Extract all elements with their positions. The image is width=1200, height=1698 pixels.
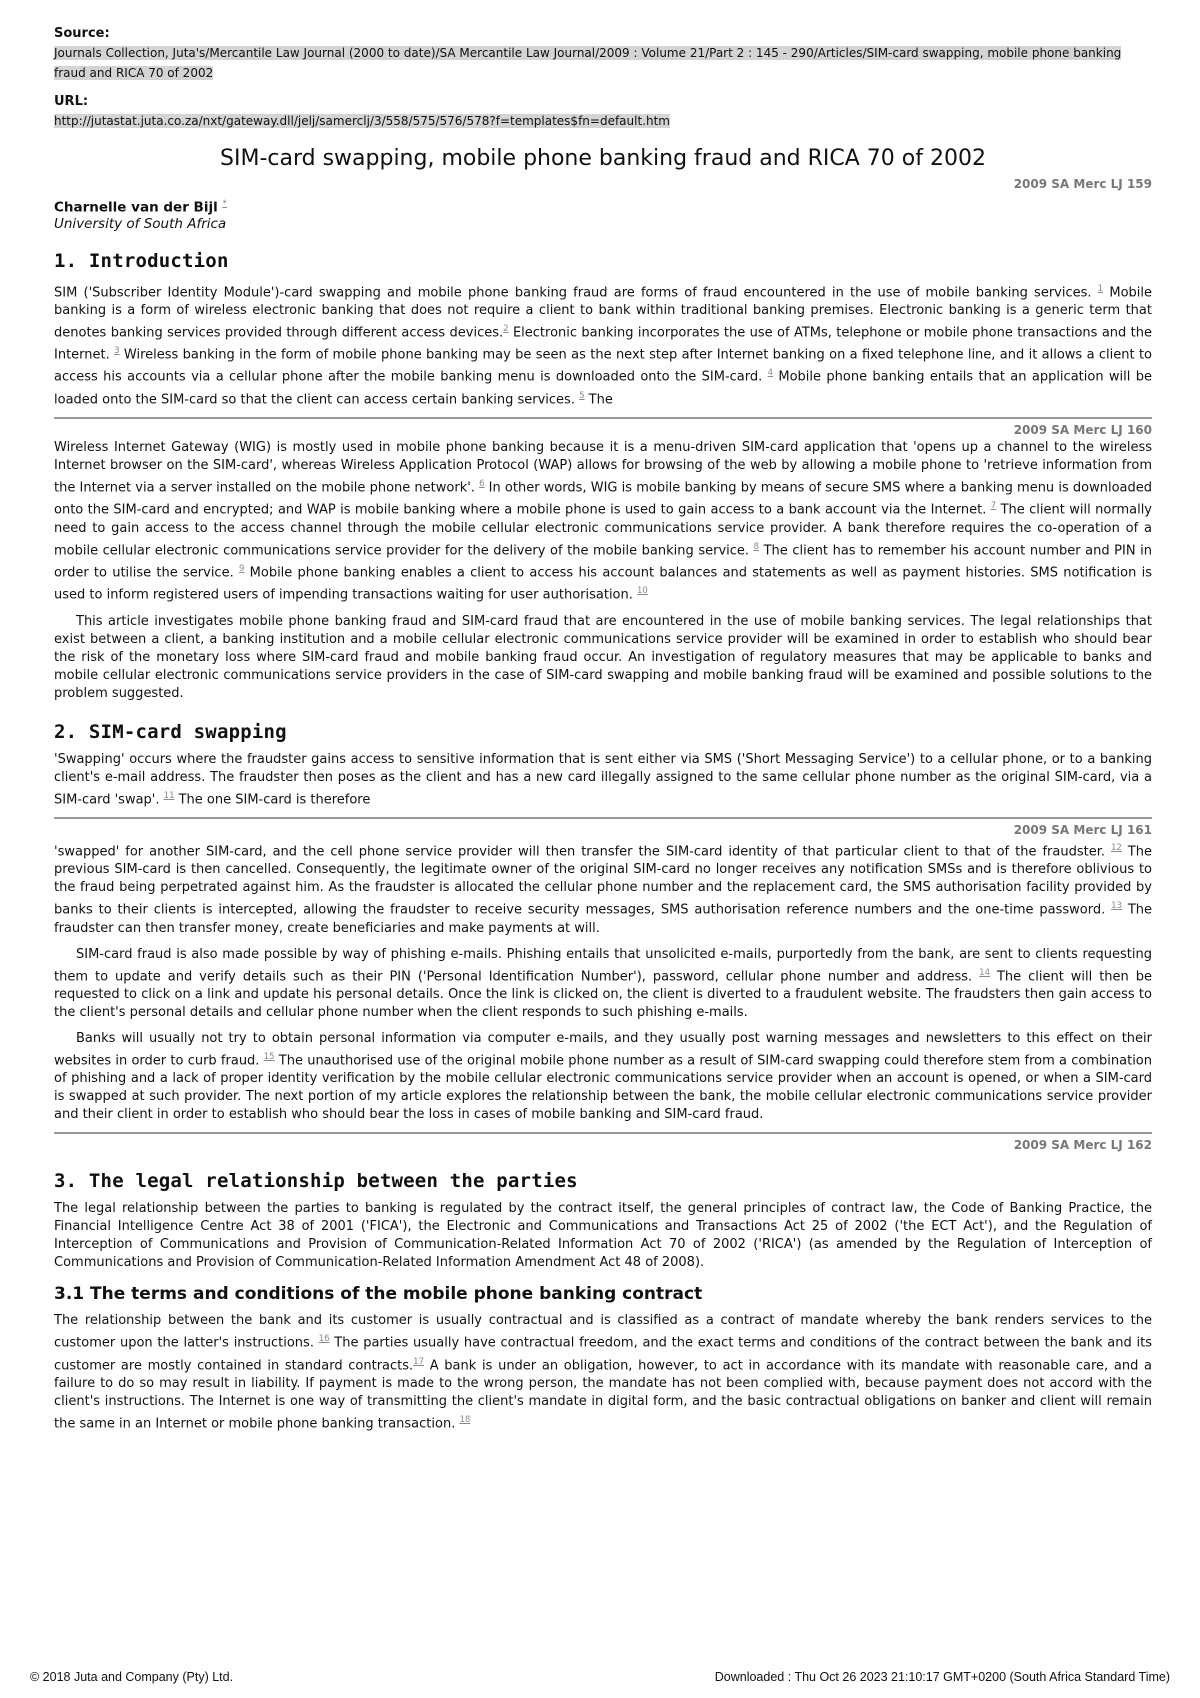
citation-161: 2009 SA Merc LJ 161 — [1013, 823, 1152, 838]
footnote-link[interactable]: 2 — [503, 323, 509, 334]
footnote-link[interactable]: 5 — [579, 390, 585, 401]
download-timestamp: Downloaded : Thu Oct 26 2023 21:10:17 GMT+0200 (South Africa Standard Time) — [714, 1670, 1170, 1684]
source-value[interactable]: Journals Collection, Juta's/Mercantile Law Journal (2000 to date)/SA Mercantile Law Journal/2009 : Volume 21/Part 2 : 145 - 290/Articles/SIM-card swapping, mobile phone banking fraud and RICA 70 of 2002 — [54, 46, 1122, 80]
footnote-link[interactable]: 13 — [1111, 901, 1122, 912]
url-label: URL: — [54, 94, 89, 109]
footnote-link[interactable]: 8 — [753, 541, 760, 552]
footnote-link[interactable]: 4 — [767, 368, 774, 379]
footnote-link[interactable]: 16 — [318, 1334, 330, 1345]
source-label: Source: — [54, 26, 110, 41]
footnote-link[interactable]: 1 — [1097, 283, 1104, 294]
document-page — [54, 26, 1152, 1441]
footnote-link[interactable]: 15 — [263, 1052, 275, 1063]
url-block — [54, 94, 1152, 130]
source-block — [54, 26, 1152, 82]
page-divider — [54, 817, 1152, 819]
article-title: SIM-card swapping, mobile phone banking fraud and RICA 70 of 2002 — [220, 146, 986, 171]
footnote-link[interactable]: 10 — [637, 586, 648, 597]
footnote-link[interactable]: 12 — [1110, 843, 1122, 854]
footnote-link[interactable]: 3 — [114, 346, 120, 357]
paragraph-swapped: 'swapped' for another SIM-card, and the cell phone service provider will then transfer the SIM-card identity of that particular client to that of the fraudster. $^{12}$ The previous SIM-card is then cancelled. Consequently, the legitimate owner of the original SIM-card no longer receives any notification SMSs and is therefore oblivious to the fraud being perpetrated against him. As the fraudster is allocated the cellular phone number and the replacement card, the SMS authorisation facility provided by banks to their clients is intercepted, allowing the fraudster to receive security messages, SMS authorisation reference numbers and the one-time password. $^{13}$ The fraudster can then transfer money, create beneficiaries and make payments at will. — [54, 843, 1153, 936]
author-footnote-link[interactable]: * — [222, 199, 227, 209]
footnote-link[interactable]: 14 — [979, 967, 990, 978]
citation-162: 2009 SA Merc LJ 162 — [1013, 1138, 1152, 1153]
author-affiliation: University of South Africa — [54, 215, 227, 232]
section-heading-introduction: 1. Introduction — [54, 249, 229, 272]
footnote-link[interactable]: 7 — [990, 501, 997, 512]
url-link[interactable]: http://jutastat.juta.co.za/nxt/gateway.dll/jelj/samerclj/3/558/575/576/578?f=templates$fn=default.htm — [54, 114, 670, 128]
paragraph-introduction: SIM ('Subscriber Identity Module')-card swapping and mobile phone banking fraud are forms of fraud encountered in the use of mobile banking services. $^1$ Mobile banking is a form of wireless electronic banking that does not require a client to bank within traditional banking premises. Electronic banking is a generic term that denotes banking services provided through different access devices.$^2$ Electronic banking incorporates the use of ATMs, telephone or mobile phone transactions and the Internet. $^3$ Wireless banking in the form of mobile phone banking may be seen as the next step after Internet banking on a fixed telephone line, and it allows a client to access his accounts via a cellular phone after the mobile banking menu is downloaded onto the SIM-card. $^4$ Mobile phone banking entails that an application will be loaded onto the SIM-card so that the client can access certain banking services. $^5$ The — [54, 283, 1153, 408]
citation-159: 2009 SA Merc LJ 159 — [1013, 177, 1152, 191]
citation-160: 2009 SA Merc LJ 160 — [1013, 423, 1152, 438]
footnote-link[interactable]: 18 — [459, 1415, 471, 1426]
subsection-heading-terms: 3.1 The terms and conditions of the mobile phone banking contract — [54, 1284, 703, 1305]
page-divider — [54, 1132, 1152, 1134]
paragraph-phishing: SIM-card fraud is also made possible by way of phishing e-mails. Phishing entails that unsolicited e-mails, purportedly from the bank, are sent to clients requesting them to update and verify details such as their PIN ('Personal Identification Number'), password, cellular phone number and address. $^{14}$ The client will then be requested to click on a link and update his personal details. Once the link is clicked on, the client is diverted to a fraudulent website. The fraudsters then gain access to the client's personal details and cellular phone number when the client responds to such phishing e-mails. — [54, 946, 1153, 1021]
paragraph-wig: Wireless Internet Gateway (WIG) is mostly used in mobile phone banking because it is a menu-driven SIM-card application that 'opens up a channel to the wireless Internet browser on the SIM-card', whereas Wireless Application Protocol (WAP) allows for browsing of the web by allowing a mobile phone to 'retrieve information from the Internet via a server installed on the mobile phone network'. $^6$ In other words, WIG is mobile banking by means of secure SMS where a banking menu is downloaded onto the SIM-card and encrypted; and WAP is mobile banking where a mobile phone is used to gain access to a bank account via the Internet. $^7$ The client will normally need to gain access to the access channel through the mobile cellular electronic communications service provider. A bank therefore requires the co-operation of a mobile cellular electronic communications service provider for the delivery of the mobile banking service. $^8$ The client has to remember his account number and PIN in order to utilise the service. $^9$ Mobile phone banking enables a client to access his account balances and statements as well as payment histories. SMS notification is used to inform registered users of impending transactions waiting for user authorisation. $^{10}$ — [54, 440, 1153, 603]
page-footer — [30, 1670, 1170, 1684]
author-block — [54, 199, 1152, 216]
section-heading-legal-relationship: 3. The legal relationship between the parties — [54, 1170, 578, 1193]
author-name: Charnelle van der Bijl — [54, 199, 218, 216]
footnote-link[interactable]: 11 — [163, 790, 175, 801]
section-heading-sim-swapping: 2. SIM-card swapping — [54, 720, 287, 743]
copyright-text: © 2018 Juta and Company (Pty) Ltd. — [30, 1670, 234, 1684]
paragraph-swapping: 'Swapping' occurs where the fraudster gains access to sensitive information that is sent either via SMS ('Short Messaging Service') to a cellular phone, or to a banking client's e-mail address. The fraudster then poses as the client and has a new card illegally assigned to the same cellular phone number as the original SIM-card, via a SIM-card 'swap'. $^{11}$ The one SIM-card is therefore — [54, 751, 1152, 808]
page-divider — [54, 417, 1152, 419]
paragraph-banks-warnings: Banks will usually not try to obtain personal information via computer e-mails, and they usually post warning messages and newsletters to this effect on their websites in order to curb fraud. $^{15}$ The unauthorised use of the original mobile phone number as a result of SIM-card swapping could therefore stem from a combination of phishing and a lack of proper identity verification by the mobile cellular electronic communications service provider when an account is opened, or when a SIM-card is swapped at such provider. The next portion of my article explores the relationship between the bank, the mobile cellular electronic communications service provider and their client in order to establish who should bear the loss in cases of mobile banking and SIM-card fraud. — [54, 1031, 1152, 1123]
paragraph-article-scope: This article investigates mobile phone banking fraud and SIM-card fraud that are encountered in the use of mobile banking services. The legal relationships that exist between a client, a banking institution and a mobile cellular electronic communications service provider will be examined in order to establish who should bear the risk of the monetary loss where SIM-card fraud and mobile banking fraud occur. An investigation of regulatory measures that may be applicable to banks and mobile cellular electronic communications service providers in the case of SIM-card swapping and mobile banking fraud will be examined and possible solutions to the problem suggested. — [54, 613, 1152, 701]
paragraph-mandate: The relationship between the bank and its customer is usually contractual and is classified as a contract of mandate whereby the bank renders services to the customer upon the latter's instructions. $^{16}$ The parties usually have contractual freedom, and the exact terms and conditions of the contract between the bank and its customer are mostly contained in standard contracts.$^{17}$ A bank is under an obligation, however, to act in accordance with its mandate with reasonable care, and a failure to do so may result in liability. If payment is made to the wrong person, the mandate has not been complied with, because payment does not accord with the client's instructions. The Internet is one way of transmitting the client's mandate in digital form, and the basic contractual obligations on banker and client will remain the same in an Internet or mobile phone banking transaction. $^{18}$ — [54, 1313, 1152, 1432]
footnote-link[interactable]: 6 — [479, 479, 485, 490]
footnote-link[interactable]: 9 — [238, 564, 245, 575]
footnote-link[interactable]: 17 — [413, 1356, 424, 1367]
paragraph-legal-relationship: The legal relationship between the parties to banking is regulated by the contract itself, the general principles of contract law, the Code of Banking Practice, the Financial Intelligence Centre Act 38 of 2001 ('FICA'), the Electronic and Communications and Transactions Act 25 of 2002 ('the ECT Act'), and the Regulation of Interception of Communications and Provision of Communication-Related Information Act 70 of 2002 ('RICA') (as amended by the Regulation of Interception of Communications and Provision of Communication-Related Information Amendment Act 48 of 2008). — [54, 1201, 1152, 1271]
